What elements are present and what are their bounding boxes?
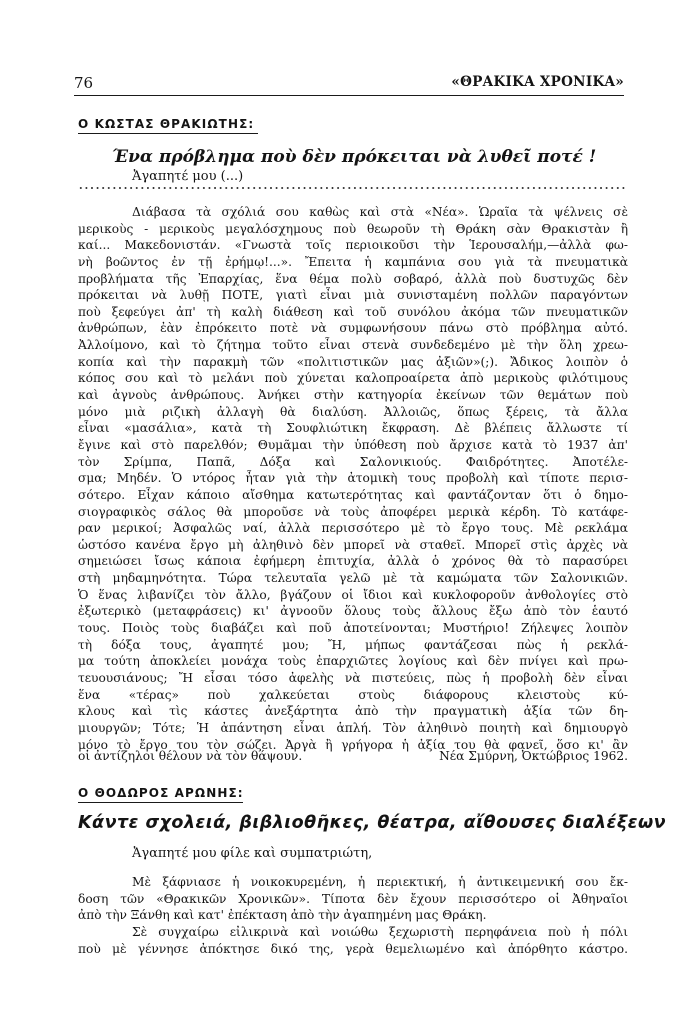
text-line: μα τούτη ἀποκλείει μονάχα τοὺς ἐπαρχιῶτες λογίους καὶ δὲν πνίγει καὶ πρω-	[78, 654, 628, 669]
text-line: ἀπὸ τὴν Ξάνθη καὶ κατ' ἐπέκταση ἀπὸ τὴν ἀγαπημένη μας Θράκη.	[78, 908, 487, 923]
text-line: μερικοὺς - μερικοὺς μεγαλόσχημους ποὺ θεωροῦν τὴ Θράκη σὰν Θρακιστὰν ἢ	[78, 221, 628, 236]
text-line: ποὺ μὲ γέννησε ἀπόκτησε δικό της, γερὰ θεμελιωμένο καὶ ἀπόρθητο κάστρο.	[78, 941, 628, 956]
letter-greeting-2: Ἀγαπητέ μου φίλε καὶ συμπατριώτη,	[132, 846, 373, 861]
text-line: κοπία καὶ τὴν παρακμὴ τῶν «πολιτιστικῶν μας ἀξιῶν»(;). Ἄδικος λοιπὸν ὁ	[78, 354, 628, 369]
running-head: «ΘΡΑΚΙΚΑ ΧΡΟΝΙΚΑ»	[451, 74, 624, 90]
text-line: μιουργῶν; Τότε; Ἡ ἀπάντηση εἶναι ἁπλή. Τὸν ἀληθινὸ ποιητὴ καὶ δημιουργὸ	[78, 720, 628, 735]
text-line: καὶ ἀγνοὺς ἀνθρώπους. Ἀνήκει στὴν κατηγορία ἐκείνων τῶν θεμάτων ποὺ	[78, 388, 628, 403]
author-byline-2: Ο ΘΟΔΩΡΟΣ ΑΡΩΝΗΣ:	[78, 786, 244, 800]
text-line: μόνο μιὰ ριζικὴ ἀλλαγὴ θὰ διαλύση. Ἀλλοιῶς, ὅπως ξέρεις, τὰ ἄλλα	[78, 404, 628, 419]
text-line: τευουσιάνους; Ἤ εἶσαι τόσο ἀφελὴς νὰ πιστεύεις, πὼς ἡ προβολὴ δὲν εἶναι	[78, 670, 628, 685]
text-line: καί... Μακεδονιστάν. «Γνωστὰ τοῖς περιοικοῦσι τὴν Ἱερουσαλήμ,—ἀλλὰ φω-	[78, 238, 628, 253]
closing-line: οἱ ἀντίζηλοι θέλουν νὰ τὸν θάψουν.	[78, 749, 303, 763]
text-line: προβλήματα τῆς Ἐπαρχίας, ἕνα θέμα πολὺ σοβαρό, ἀλλὰ ποὺ δυστυχῶς δὲν	[78, 271, 628, 286]
text-line: δοση τῶν «Θρακικῶν Χρονικῶν». Τίποτα δὲν ἔχουν περισσότερο οἱ Ἀθηναῖοι	[78, 891, 628, 906]
text-line: ὡστόσο κανένα ἔργο μὴ ἀληθινὸ δὲν μπορεῖ νὰ σταθεῖ. Μπορεῖ στὶς ἀρχὲς νὰ	[78, 537, 628, 552]
text-line: ραν μερικοί; Ἀσφαλῶς ναί, ἀλλὰ περισσότερο μὲ τὸ ἔργο τους. Μὲ ρεκλάμα	[78, 521, 628, 536]
text-line: Μὲ ξάφνιασε ἡ νοικοκυρεμένη, ἡ περιεκτική, ἡ ἀντικειμενική σου ἔκ-	[132, 875, 628, 889]
place-date: Νέα Σμύρνη, Ὀκτώβριος 1962.	[439, 749, 628, 763]
text-line: μόνο τὸ ἔργο του τὸν σώζει. Ἀργὰ ἢ γρήγορα ἡ ἀξία του θὰ φανεῖ, ὅσο κι' ἂν	[78, 737, 628, 752]
text-line: τους. Ποιὸς τοὺς διαβάζει καὶ ποῦ ἀποτείνονται; Μυστήριο! Ζήλεψες λοιπὸν	[78, 621, 628, 636]
text-line: Σὲ συγχαίρω εἰλικρινὰ καὶ νοιώθω ξεχωριστὴ περηφάνεια ποὺ ἡ πόλι	[132, 924, 628, 939]
text-line: σότερο. Εἶχαν κάποιο αἴσθημα κατωτερότητας καὶ φαντάζονταν ὅτι ὁ δημο-	[78, 487, 628, 502]
letter-greeting: Ἀγαπητέ μου (...)	[132, 169, 244, 184]
letter-body-2	[78, 874, 628, 957]
text-line: ἔγινε καὶ στὸ παρελθόν; Θυμᾶμαι τὴν ὑπόθεση ποὺ ἄρχισε κατὰ τὸ 1937 ἀπ'	[78, 437, 628, 452]
text-line: Διάβασα τὰ σχόλιά σου καθὼς καὶ στὰ «Νέα». Ὡραῖα τὰ ψέλνεις σὲ	[132, 205, 628, 219]
page-number: 76	[74, 74, 94, 92]
page-header	[74, 74, 624, 94]
header-rule	[74, 95, 624, 96]
text-line: σημειώσει ἴσως κάποια ἐφήμερη ἐπιτυχία, ἀλλὰ ὁ χρόνος θὰ τὸ παρασύρει	[78, 554, 628, 569]
article-title: Ένα πρόβλημα ποὺ δὲν πρόκειται νὰ λυθεῖ ποτέ !	[112, 147, 597, 167]
text-line: Ὁ ἕνας λιβανίζει τὸν ἄλλο, βγάζουν οἱ ἴδιοι καὶ κυκλοφοροῦν ἀνθολογίες στὸ	[78, 587, 628, 602]
byline-underline-2	[78, 802, 243, 803]
text-line: κόπος σου καὶ τὸ μελάνι ποὺ χύνεται καλοπροαίρετα ἀπὸ μερικοὺς φιλότιμους	[78, 371, 628, 386]
author-byline: Ο ΚΩΣΤΑΣ ΘΡΑΚΙΩΤΗΣ:	[78, 117, 255, 131]
text-line: νὴ βοῶντος ἐν τῇ ἐρήμῳ!...». Ἔπειτα ἡ καμπάνια σου γιὰ τὰ πνευματικὰ	[78, 254, 628, 269]
text-line: κλους καὶ τὶς κάστες ἀνεξάρτητα ἀπὸ τὴν πραγματικὴ ἀξία τῶν δη-	[78, 704, 628, 719]
text-line: πρόκειται νὰ λυθῇ ΠΟΤΕ, γιατὶ εἶναι μιὰ συνισταμένη πολλῶν παραγόντων	[78, 288, 628, 303]
text-line: σιογραφικὸς σάλος θὰ μποροῦσε νὰ τοὺς ἀποφέρει μερικὰ κέρδη. Τὸ κατάφε-	[78, 504, 628, 519]
text-line: ἕνα «τέρας» ποὺ χαλκεύεται στοὺς διάφορους κλειστοὺς κύ-	[78, 687, 628, 702]
text-line: σμα; Μηδέν. Ὁ ντόρος ἦταν γιὰ τὴν ἀτομικὴ τους προβολὴ καὶ τίποτε περισ-	[78, 471, 628, 486]
text-line: Ἀλλοίμονο, καὶ τὸ ζήτημα τοῦτο εἶναι στενὰ συνδεδεμένο μὲ τὴν ὅλη χρεω-	[78, 338, 628, 353]
text-line: εἶναι «μασάλια», κατὰ τὴ Σουφλιώτικη ἔκφραση. Δὲ βλέπεις ἄλλωστε τί	[78, 421, 628, 436]
text-line: ποὺ ξεφεύγει ἀπ' τὴ καλὴ διάθεση καὶ τοῦ συνόλου ἀκόμα τῶν πνευματικῶν	[78, 304, 628, 319]
dotted-separator	[78, 185, 628, 191]
byline-underline	[78, 133, 258, 134]
text-line: ἀνθρώπων, ἐὰν ἐπρόκειτο ποτὲ νὰ συμφωνήσουν πάνω στὸ πρόβλημα αὐτό.	[78, 321, 628, 336]
text-line: στὴ μηδαμηνότητα. Τώρα τελευταῖα γελῶ μὲ τὰ καμώματα τῶν Σαλονικιῶν.	[78, 571, 628, 586]
article-title-2: Κάντε σχολειά, βιβλιοθῆκες, θέατρα, αἴθουσες διαλέξεων	[78, 813, 667, 833]
text-line: τὸν Σρίμπα, Παπᾶ, Δόξα καὶ Σαλονικιούς. Φαιδρότητες. Ἀποτέλε-	[78, 454, 628, 469]
text-line: τὴ δόξα τους, ἀγαπητέ μου; Ἤ, μήπως φαντάζεσαι πὼς ἡ ρεκλά-	[78, 637, 628, 652]
text-line: ἐξωτερικὸ (μεταφράσεις) κι' ἀγνοοῦν ὅλους τοὺς ἄλλους ἔξω ἀπὸ τὸν ἑαυτό	[78, 604, 628, 619]
letter-body	[78, 204, 628, 753]
